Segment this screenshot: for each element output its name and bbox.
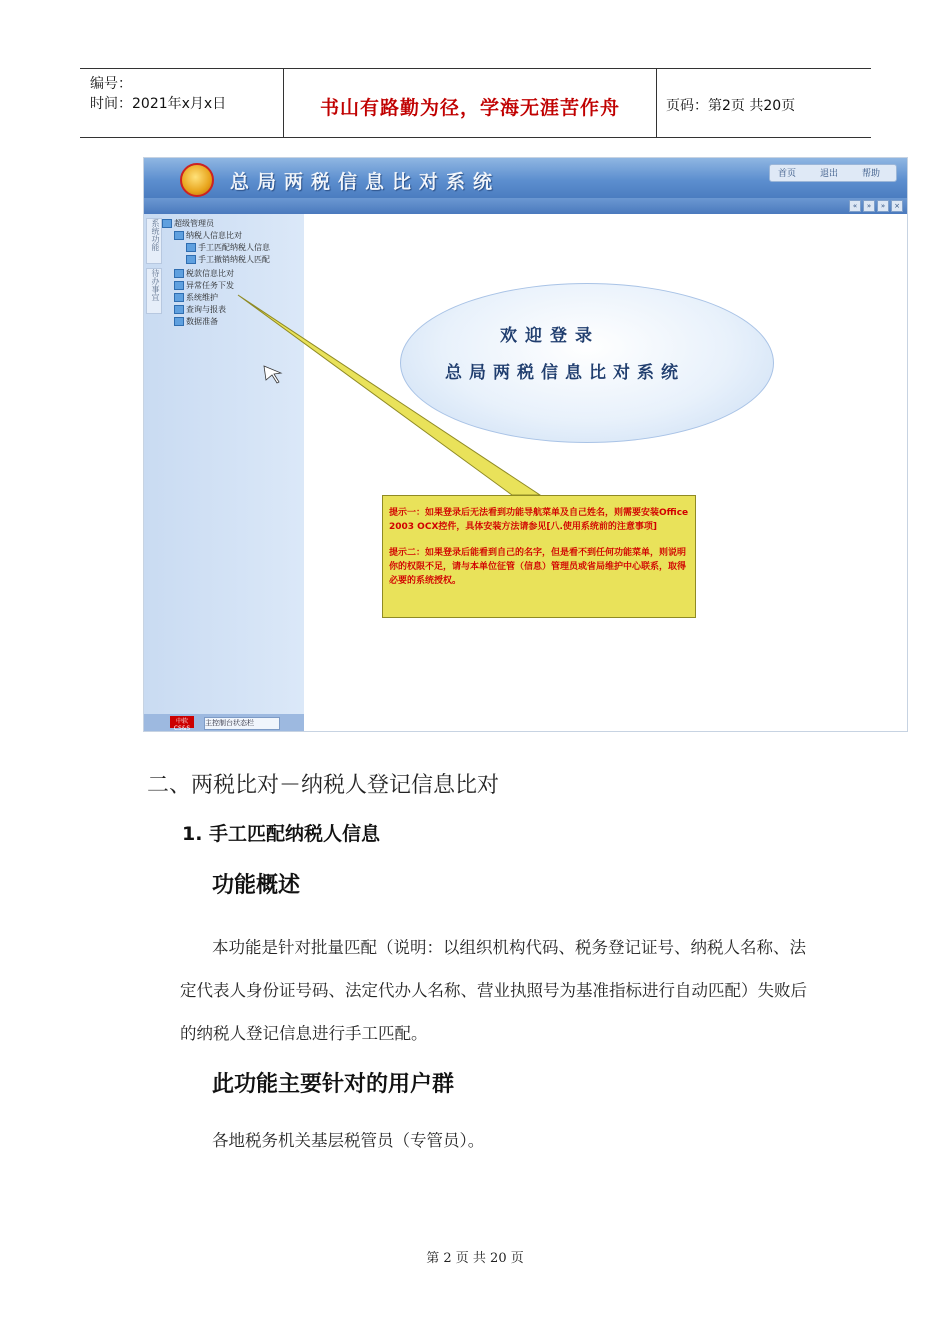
- tree-node-manual-match[interactable]: 手工匹配纳税人信息: [186, 242, 270, 253]
- overview-heading: 功能概述: [212, 873, 301, 898]
- tree-node-system-maintenance[interactable]: 系统维护: [174, 292, 218, 303]
- cursor-icon: [264, 366, 281, 383]
- users-paragraph: 各地税务机关基层税管员（专管员）。: [212, 1131, 485, 1150]
- tip-two: 提示二：如果登录后能看到自己的名字，但是看不到任何功能菜单，则说明你的权限不足，请与本单位征管（信息）管理员或省局维护中心联系，取得必要的系统授权。: [389, 548, 687, 586]
- help-button[interactable]: 帮助: [862, 169, 881, 179]
- document-number-label: 编号：: [90, 76, 132, 92]
- home-button[interactable]: 首页: [778, 169, 797, 179]
- document-time-label: 时间：2021年x月x日: [90, 96, 227, 112]
- nav-last-icon[interactable]: »: [877, 200, 889, 212]
- users-heading: 此功能主要针对的用户群: [212, 1072, 455, 1097]
- nav-first-icon[interactable]: «: [849, 200, 861, 212]
- page-header-table: [80, 68, 871, 138]
- header-motto: 书山有路勤为径，学海无涯苦作舟: [319, 97, 620, 119]
- header-page-cell: [656, 69, 871, 137]
- nav-next-icon[interactable]: »: [863, 200, 875, 212]
- vendor-logo: 中软 CS&S: [170, 716, 194, 728]
- tree-node-exception-task[interactable]: 异常任务下发: [174, 280, 234, 291]
- header-meta-cell: [80, 69, 283, 137]
- welcome-line-1: 欢迎登录: [500, 326, 600, 346]
- exit-button[interactable]: 退出: [820, 169, 839, 179]
- tree-node-query-report[interactable]: 查询与报表: [174, 304, 226, 315]
- callout-arrow: [144, 158, 907, 731]
- subsection-heading: 1. 手工匹配纳税人信息: [182, 823, 381, 845]
- welcome-line-2: 总局两税信息比对系统: [445, 363, 685, 383]
- header-page-label: 页码：第2页 共20页: [666, 98, 796, 114]
- overview-paragraph: 本功能是针对批量匹配（说明：以组织机构代码、税务登记证号、纳税人名称、法定代表人身份证号码、法定代办人名称、营业执照号为基准指标进行自动匹配）失败后的纳税人登记信息进行手工匹配。: [180, 938, 807, 1043]
- tab-system-functions[interactable]: 系统功能: [146, 218, 162, 264]
- console-status-button[interactable]: 主控制台状态栏: [204, 717, 280, 730]
- app-title: 总局两税信息比对系统: [230, 171, 501, 193]
- close-icon[interactable]: ×: [891, 200, 903, 212]
- section-heading: 二、两税比对－纳税人登记信息比对: [147, 773, 500, 798]
- tree-node-data-prep[interactable]: 数据准备: [174, 316, 218, 327]
- header-motto-cell: [283, 69, 657, 137]
- tree-node-taxpayer-compare[interactable]: 纳税人信息比对: [174, 230, 242, 241]
- app-screenshot: [143, 157, 908, 732]
- tree-node-root[interactable]: 超级管理员: [162, 218, 214, 229]
- tree-node-manual-unmatch[interactable]: 手工撤销纳税人匹配: [186, 254, 270, 265]
- tip-box: [382, 495, 696, 618]
- page-footer: 第 2 页 共 20 页: [426, 1251, 524, 1266]
- tip-one: 提示一：如果登录后无法看到功能导航菜单及自己姓名，则需要安装Office 2003 OCX控件，具体安装方法请参见[八.使用系统前的注意事项]: [389, 508, 689, 532]
- tree-node-tax-compare[interactable]: 税款信息比对: [174, 268, 234, 279]
- tab-pending-items[interactable]: 待办事宜: [146, 268, 162, 314]
